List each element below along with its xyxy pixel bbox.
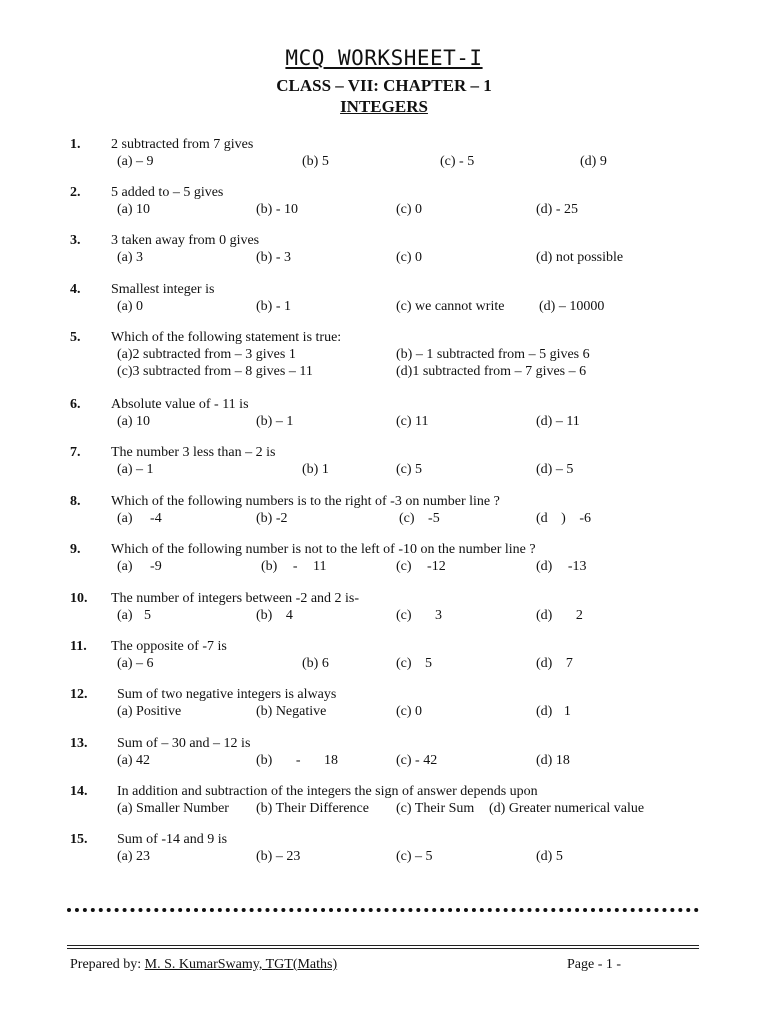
option-c: (c) 0 xyxy=(396,704,423,719)
option-b: (b) 4 xyxy=(256,608,293,623)
question-text: Which of the following number is not to the left of -10 on the number line ? xyxy=(111,542,536,557)
option-d: (d) – 10000 xyxy=(539,299,605,314)
option-b: (b) -2 xyxy=(256,511,288,526)
option-c: (c) - 5 xyxy=(440,154,475,169)
option-a: (a) 0 xyxy=(117,299,144,314)
option-d: (d)1 subtracted from – 7 gives – 6 xyxy=(396,364,587,379)
question-text: The number 3 less than – 2 is xyxy=(111,445,276,460)
option-a: (a) 42 xyxy=(117,753,151,768)
chapter-title: INTEGERS xyxy=(340,97,428,116)
option-d: (d) Greater numerical value xyxy=(489,801,645,816)
option-a: (a) 23 xyxy=(117,849,151,864)
footer-rule-bottom xyxy=(67,948,699,949)
option-c: (c) – 5 xyxy=(396,849,433,864)
option-a: (a) – 9 xyxy=(117,154,154,169)
question-number: 15. xyxy=(70,832,88,847)
question-number: 3. xyxy=(70,233,81,248)
option-c: (c) 5 xyxy=(396,462,423,477)
option-a: (a) Smaller Number xyxy=(117,801,229,816)
question-number: 8. xyxy=(70,494,81,509)
footer-prepared-by xyxy=(70,957,337,973)
option-d: (d) - 25 xyxy=(536,202,578,217)
option-d: (d) 2 xyxy=(536,608,583,623)
option-b: (b) - 11 xyxy=(261,559,327,574)
option-c: (c) 0 xyxy=(396,250,423,265)
option-a: (a) 10 xyxy=(117,202,151,217)
option-b: (b) 1 xyxy=(302,462,329,477)
option-d: (d) – 11 xyxy=(536,414,580,429)
question-text: Which of the following statement is true: xyxy=(111,330,342,345)
option-a: (a) 5 xyxy=(117,608,152,623)
prepared-label: Prepared by: xyxy=(70,957,142,972)
question-text: 3 taken away from 0 gives xyxy=(111,233,260,248)
footer-rule-top xyxy=(67,945,699,946)
question-text: Sum of two negative integers is always xyxy=(117,687,337,702)
option-d: (d) – 5 xyxy=(536,462,574,477)
question-text: Sum of -14 and 9 is xyxy=(117,832,228,847)
option-b: (b) – 23 xyxy=(256,849,301,864)
option-b: (b) Negative xyxy=(256,704,327,719)
option-d: (d) 18 xyxy=(536,753,570,768)
option-b: (b) - 10 xyxy=(256,202,298,217)
question-text: Absolute value of - 11 is xyxy=(111,397,249,412)
option-b: (b) 6 xyxy=(302,656,329,671)
option-d: (d) not possible xyxy=(536,250,624,265)
option-d: (d) -13 xyxy=(536,559,587,574)
option-c: (c)3 subtracted from – 8 gives – 11 xyxy=(117,364,313,379)
worksheet-title: MCQ WORKSHEET-I xyxy=(285,46,483,70)
dotted-separator xyxy=(67,908,699,912)
question-number: 6. xyxy=(70,397,81,412)
question-number: 14. xyxy=(70,784,88,799)
question-text: Which of the following numbers is to the right of -3 on number line ? xyxy=(111,494,500,509)
question-text: 5 added to – 5 gives xyxy=(111,185,224,200)
option-a: (a) Positive xyxy=(117,704,182,719)
option-d: (d) 9 xyxy=(580,154,607,169)
question-number: 9. xyxy=(70,542,81,557)
option-a: (a) 10 xyxy=(117,414,151,429)
option-b: (b) - 3 xyxy=(256,250,291,265)
question-text: Smallest integer is xyxy=(111,282,215,297)
question-text: In addition and subtraction of the integers the sign of answer depends upon xyxy=(117,784,538,799)
option-b: (b) – 1 xyxy=(256,414,294,429)
option-a: (a) – 1 xyxy=(117,462,154,477)
option-a: (a)2 subtracted from – 3 gives 1 xyxy=(117,347,296,362)
option-a: (a) – 6 xyxy=(117,656,154,671)
class-subtitle: CLASS – VII: CHAPTER – 1 xyxy=(276,76,492,95)
option-d: (d) 7 xyxy=(536,656,573,671)
question-text: The opposite of -7 is xyxy=(111,639,227,654)
option-b: (b) - 18 xyxy=(256,753,338,768)
option-a: (a) 3 xyxy=(117,250,144,265)
question-number: 2. xyxy=(70,185,81,200)
option-c: (c) 11 xyxy=(396,414,429,429)
option-d: (d ) -6 xyxy=(536,511,591,526)
option-b: (b) - 1 xyxy=(256,299,291,314)
question-number: 1. xyxy=(70,137,81,152)
question-number: 12. xyxy=(70,687,88,702)
question-number: 5. xyxy=(70,330,81,345)
question-number: 13. xyxy=(70,736,88,751)
option-a: (a) -9 xyxy=(117,559,162,574)
option-d: (d) 5 xyxy=(536,849,563,864)
option-c: (c) -5 xyxy=(399,511,440,526)
question-text: The number of integers between -2 and 2 is- xyxy=(111,591,360,606)
option-d: (d) 1 xyxy=(536,704,571,719)
option-c: (c) Their Sum xyxy=(396,801,475,816)
option-b: (b) – 1 subtracted from – 5 gives 6 xyxy=(396,347,590,362)
question-number: 7. xyxy=(70,445,81,460)
option-a: (a) -4 xyxy=(117,511,162,526)
option-c: (c) 3 xyxy=(396,608,443,623)
question-text: 2 subtracted from 7 gives xyxy=(111,137,254,152)
author-name: M. S. KumarSwamy, TGT(Maths) xyxy=(144,957,338,972)
option-c: (c) 0 xyxy=(396,202,423,217)
option-c: (c) - 42 xyxy=(396,753,438,768)
option-b: (b) 5 xyxy=(302,154,329,169)
question-number: 4. xyxy=(70,282,81,297)
option-c: (c) -12 xyxy=(396,559,446,574)
page-number: Page - 1 - xyxy=(567,957,622,972)
option-c: (c) 5 xyxy=(396,656,433,671)
question-number: 10. xyxy=(70,591,88,606)
option-b: (b) Their Difference xyxy=(256,801,369,816)
question-number: 11. xyxy=(70,639,87,654)
question-text: Sum of – 30 and – 12 is xyxy=(117,736,251,751)
option-c: (c) we cannot write xyxy=(396,299,505,314)
